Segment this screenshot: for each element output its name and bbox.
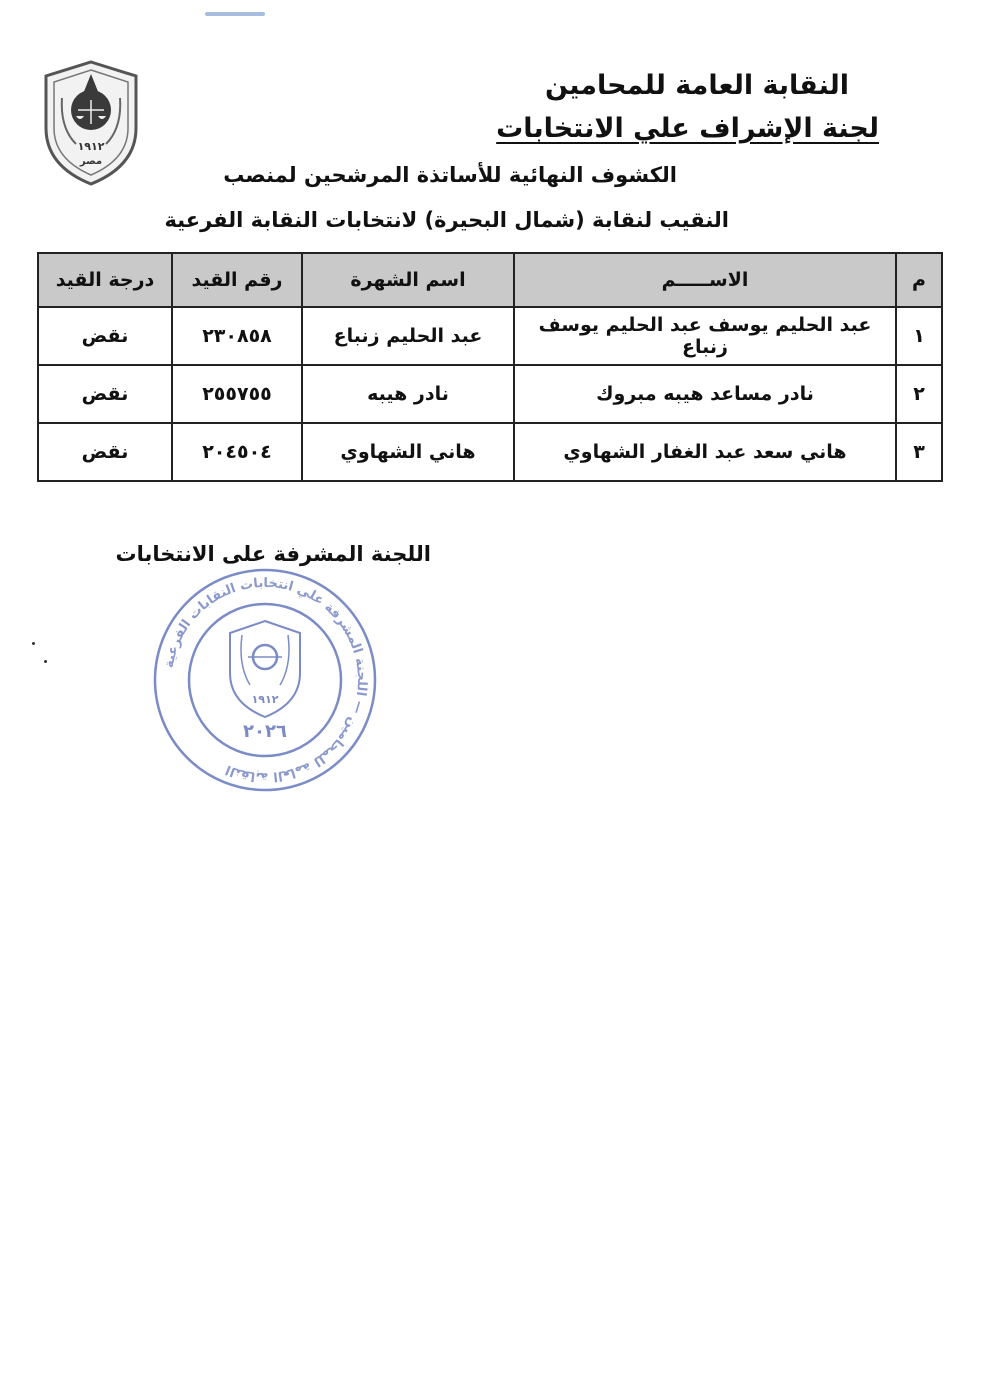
organization-name: النقابة العامة للمحامين — [544, 70, 849, 101]
speck — [44, 660, 47, 663]
speck — [32, 642, 35, 645]
column-header-reg-number: رقم القيد — [172, 253, 302, 307]
registration-degree: نقض — [38, 307, 172, 365]
registration-number: ٢٣٠٨٥٨ — [172, 307, 302, 365]
candidate-nickname: نادر هيبه — [302, 365, 514, 423]
document-title-line-2: النقيب لنقابة (شمال البحيرة) لانتخابات النقابة الفرعية — [164, 208, 729, 232]
logo-year: ١٩١٢ — [77, 140, 105, 153]
stamp-ring-text: النقابة العامة للمحامين — اللجنة المشرفة علي انتخابات النقابات الفرعية — [161, 575, 370, 785]
registration-degree: نقض — [38, 423, 172, 481]
column-header-number: م — [896, 253, 942, 307]
table-row — [38, 365, 942, 423]
candidate-name: نادر مساعد هيبه مبروك — [514, 365, 896, 423]
candidate-nickname: عبد الحليم زنباع — [302, 307, 514, 365]
bar-association-logo — [36, 58, 146, 188]
registration-number: ٢٠٤٥٠٤ — [172, 423, 302, 481]
row-number: ١ — [896, 307, 942, 365]
committee-stamp — [150, 565, 380, 795]
table-header-row — [38, 253, 942, 307]
signature-label: اللجنة المشرفة على الانتخابات — [115, 542, 431, 566]
candidate-name: عبد الحليم يوسف عبد الحليم يوسف زنباع — [514, 307, 896, 365]
candidate-nickname: هاني الشهاوي — [302, 423, 514, 481]
registration-degree: نقض — [38, 365, 172, 423]
committee-name: لجنة الإشراف علي الانتخابات — [496, 113, 879, 144]
logo-country: مصر — [79, 156, 103, 167]
row-number: ٢ — [896, 365, 942, 423]
candidate-name: هاني سعد عبد الغفار الشهاوي — [514, 423, 896, 481]
candidates-table — [37, 252, 943, 482]
stamp-founded: ١٩١٢ — [251, 693, 279, 706]
registration-number: ٢٥٥٧٥٥ — [172, 365, 302, 423]
document-title-line-1: الكشوف النهائية للأساتذة المرشحين لمنصب — [223, 163, 677, 187]
table-row — [38, 423, 942, 481]
column-header-name: الاســـــم — [514, 253, 896, 307]
svg-text:النقابة العامة للمحامين — اللج — [162, 576, 369, 784]
scan-mark — [205, 12, 265, 16]
stamp-year: ٢٠٢٦ — [243, 721, 287, 742]
row-number: ٣ — [896, 423, 942, 481]
table-row — [38, 307, 942, 365]
column-header-nickname: اسم الشهرة — [302, 253, 514, 307]
column-header-degree: درجة القيد — [38, 253, 172, 307]
